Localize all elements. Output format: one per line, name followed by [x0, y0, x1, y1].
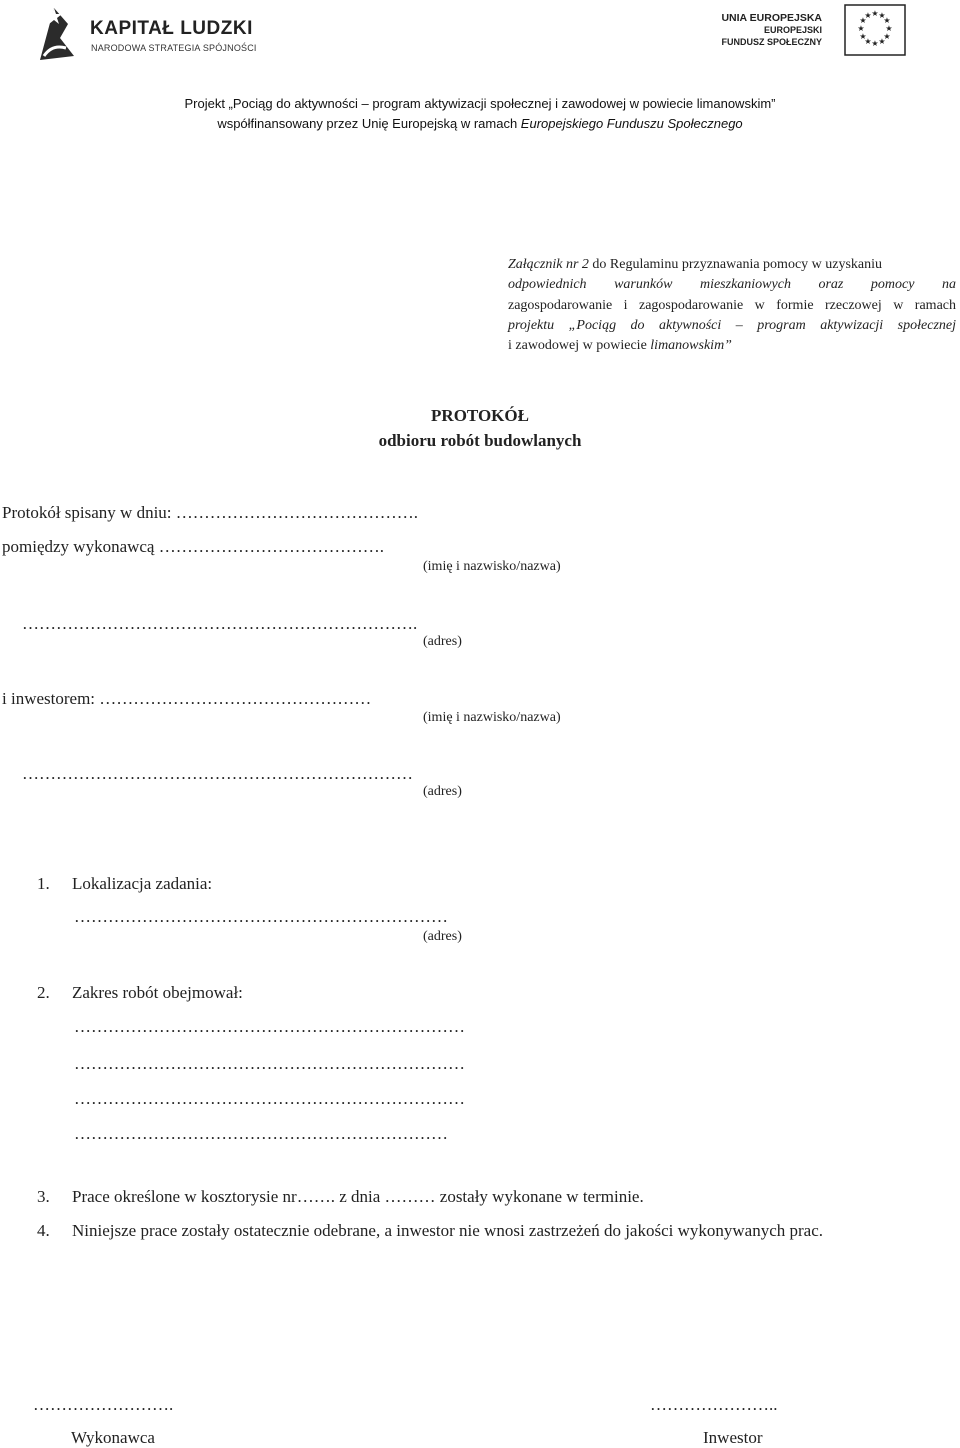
- contractor-signature-label: Wykonawca: [71, 1428, 155, 1447]
- annex-line: zagospodarowanie i zagospodarowanie w formie rzeczowej w ramach: [508, 297, 956, 313]
- svg-text:★: ★: [878, 37, 886, 46]
- item-number: 2.: [37, 983, 50, 1002]
- investor-label: i inwestorem:: [2, 689, 100, 708]
- annex-note: [508, 255, 956, 356]
- annex-line: odpowiednich warunków mieszkaniowych oraz pomocy na: [508, 277, 956, 293]
- scope-line-field[interactable]: ……………………………………………………………: [74, 1017, 465, 1036]
- location-field[interactable]: [74, 907, 448, 927]
- eu-line3: FUNDUSZ SPOŁECZNY: [721, 37, 822, 47]
- svg-text:★: ★: [857, 24, 865, 33]
- item-number: 3.: [37, 1187, 50, 1206]
- eu-line2: EUROPEJSKI: [763, 25, 822, 35]
- contractor-address-caption: (adres): [423, 634, 462, 649]
- item-number: 4.: [37, 1221, 50, 1240]
- eu-logo-text: [721, 12, 822, 48]
- location-label: Lokalizacja zadania:: [72, 874, 213, 893]
- project-cofinance: [0, 116, 960, 131]
- location-caption: (adres): [423, 929, 462, 944]
- date-label: Protokół spisany w dniu:: [2, 503, 176, 522]
- contractor-name-caption: (imię i nazwisko/nazwa): [423, 559, 561, 574]
- annex-text: do Regulaminu przyznawania pomocy w uzyskaniu: [588, 257, 883, 272]
- svg-text:★: ★: [878, 11, 886, 20]
- annex-text-italic: limanowskim”: [650, 338, 732, 354]
- scope-label: Zakres robót obejmował:: [72, 983, 243, 1002]
- logo-title: KAPITAŁ LUDZKI: [90, 18, 253, 39]
- svg-text:★: ★: [864, 11, 872, 20]
- svg-text:★: ★: [871, 9, 879, 18]
- scope-line-field[interactable]: ……………………………………………………………: [74, 1089, 465, 1108]
- contractor-dots: ………………………………….: [158, 537, 384, 556]
- location-dots: …………………………………………………………: [74, 907, 448, 926]
- investor-dots: …………………………………………: [99, 689, 372, 708]
- scope-line-field[interactable]: …………………………………………………………: [74, 1124, 448, 1143]
- item-number: 1.: [37, 874, 50, 893]
- investor-signature-line[interactable]: …………………..: [650, 1395, 778, 1414]
- acceptance-statement: Niniejsze prace zostały ostatecznie odebrane, a inwestor nie wnosi zastrzeżeń do jakości wykonywanych prac.: [72, 1221, 824, 1240]
- project-cofinance-text: współfinansowany przez Unię Europejską w ramach: [217, 116, 521, 131]
- eu-line1: UNIA EUROPEJSKA: [721, 12, 822, 24]
- kapital-ludzki-logo: [30, 4, 257, 66]
- logo-subtitle: NARODOWA STRATEGIA SPÓJNOŚCI: [91, 43, 257, 53]
- contractor-address-dots: …………………………………………………………….: [22, 614, 418, 633]
- eu-logo: [718, 4, 908, 58]
- svg-text:★: ★: [871, 39, 879, 48]
- svg-text:★: ★: [883, 32, 891, 41]
- scope-line-field[interactable]: ……………………………………………………………: [74, 1054, 465, 1073]
- document-title: PROTOKÓŁ: [431, 406, 529, 425]
- investor-address-field[interactable]: [22, 764, 413, 784]
- investor-signature-label: Inwestor: [703, 1428, 763, 1447]
- svg-text:★: ★: [883, 16, 891, 25]
- contractor-address-field[interactable]: [22, 614, 417, 634]
- annex-number: Załącznik nr 2: [508, 257, 589, 272]
- contractor-signature-line[interactable]: …………………….: [33, 1395, 174, 1414]
- project-title: Projekt „Pociąg do aktywności – program aktywizacji społecznej i zawodowej w powiecie limanowskim”: [184, 96, 776, 111]
- investor-address-dots: ……………………………………………………………: [22, 764, 413, 783]
- svg-text:★: ★: [859, 32, 867, 41]
- date-dots: …………………………………….: [175, 503, 419, 522]
- annex-line: projektu „Pociąg do aktywności – program aktywizacji społecznej: [508, 317, 956, 333]
- investor-address-caption: (adres): [423, 784, 462, 799]
- date-field[interactable]: [2, 503, 418, 523]
- svg-text:★: ★: [885, 24, 893, 33]
- eu-flag-icon: [844, 4, 906, 56]
- cost-estimate-statement: Prace określone w kosztorysie nr……. z dnia ……… zostały wykonane w terminie.: [72, 1187, 644, 1206]
- investor-field[interactable]: [2, 689, 371, 709]
- annex-line: [508, 336, 956, 356]
- contractor-label: pomiędzy wykonawcą: [2, 537, 159, 556]
- investor-name-caption: (imię i nazwisko/nazwa): [423, 710, 561, 725]
- svg-text:★: ★: [859, 16, 867, 25]
- annex-text: i zawodowej w powiecie: [508, 338, 651, 354]
- kapital-ludzki-emblem-icon: [30, 4, 86, 66]
- contractor-field[interactable]: [2, 537, 384, 557]
- project-cofinance-fund: Europejskiego Funduszu Społecznego: [520, 116, 743, 131]
- svg-text:★: ★: [864, 37, 872, 46]
- document-subtitle: odbioru robót budowlanych: [378, 431, 582, 450]
- annex-line: [508, 255, 956, 275]
